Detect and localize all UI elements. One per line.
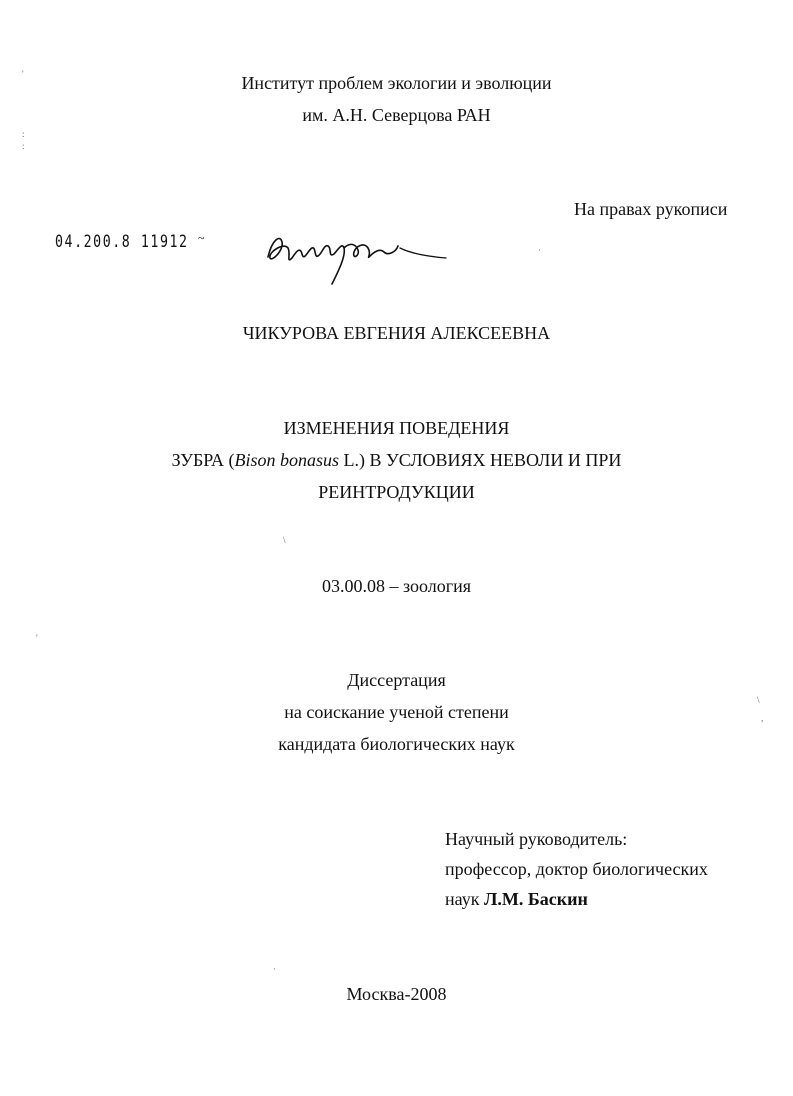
title-line-3: РЕИНТРОДУКЦИИ <box>318 482 475 502</box>
author-signature <box>258 212 458 292</box>
specialty: 03.00.08 – зоология <box>321 576 472 596</box>
scan-speck: , <box>761 713 764 723</box>
supervisor-position: профессор, доктор биологических <box>445 859 708 879</box>
scan-speck: · <box>538 245 541 255</box>
degree-line-1: Диссертация <box>347 670 446 690</box>
institute-line-1: Институт проблем экологии и эволюции <box>241 73 552 93</box>
title-line-2-end: L.) В УСЛОВИЯХ НЕВОЛИ И ПРИ <box>339 450 622 470</box>
scan-speck: ' <box>36 633 38 643</box>
scan-speck: : <box>22 129 25 139</box>
institute-line-2: им. А.Н. Северцова РАН <box>302 105 491 125</box>
supervisor-prefix: наук <box>445 889 484 909</box>
species-latin-name: Bison bonasus <box>234 450 340 470</box>
rights-note: На правах рукописи <box>574 199 728 219</box>
supervisor-name-line <box>445 888 588 910</box>
scan-speck: \ <box>283 535 286 545</box>
library-stamp-number: 04.200.8 11912 <box>55 232 189 252</box>
scan-speck: : <box>22 141 25 151</box>
title-line-2-start: ЗУБРА ( <box>171 450 235 470</box>
degree-line-2: на соискание ученой степени <box>284 702 509 722</box>
stamp-mark: ~ <box>198 231 205 245</box>
title-line-1: ИЗМЕНЕНИЯ ПОВЕДЕНИЯ <box>283 418 510 438</box>
scan-speck: ' <box>22 69 24 79</box>
city-year: Москва-2008 <box>346 984 447 1004</box>
supervisor-name: Л.М. Баскин <box>483 889 588 909</box>
author-name: ЧИКУРОВА ЕВГЕНИЯ АЛЕКСЕЕВНА <box>242 323 551 343</box>
scan-speck: \ <box>757 695 760 705</box>
scan-speck: · <box>273 964 276 974</box>
supervisor-heading: Научный руководитель: <box>445 829 628 849</box>
title-line-2 <box>0 449 793 471</box>
degree-line-3: кандидата биологических наук <box>278 734 515 754</box>
